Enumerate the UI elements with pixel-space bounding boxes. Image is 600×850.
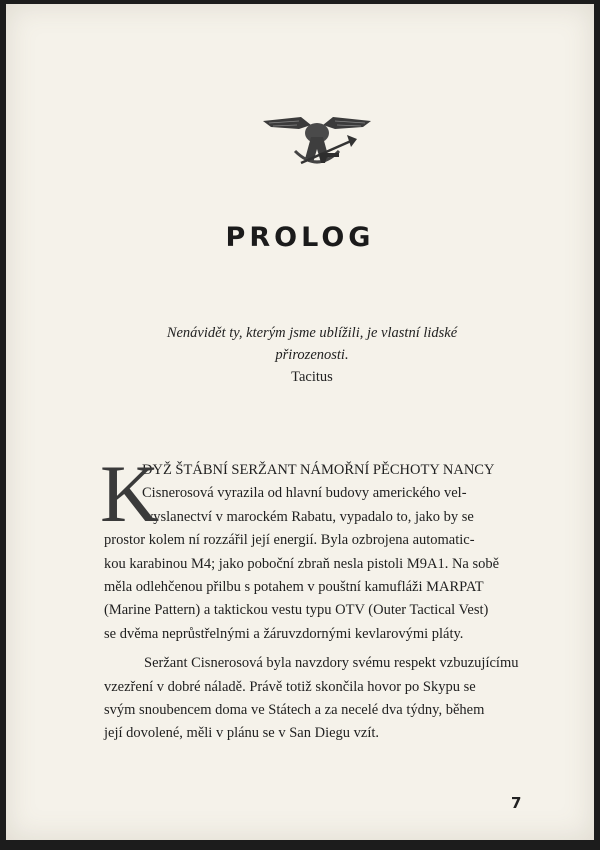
paragraph-line: kou karabinou M4; jako poboční zbraň nesla pistoli M9A1. Na sobě: [104, 555, 500, 572]
trident-eagle-emblem-icon: [261, 107, 373, 173]
epigraph-quote-line-1: Nenávidět ty, kterým jsme ublížili, je vlastní lidské: [166, 325, 458, 341]
paragraph-line: Cisnerosová vyrazila od hlavní budovy amerického vel-: [142, 485, 467, 502]
paragraph-line: měla odlehčenou přilbu s potahem v pouštní kamufláži MARPAT: [104, 579, 484, 596]
paragraph-line: její dovolené, měli v plánu se v San Diegu vzít.: [104, 725, 380, 742]
paragraph-2: [104, 652, 532, 746]
paragraph-line: vzezření v dobré náladě. Právě totiž skončila hovor po Skypu se: [104, 678, 476, 695]
page-number: 7: [511, 794, 522, 812]
paragraph-line: Seržant Cisnerosová byla navzdory svému respekt vzbuzujícímu: [144, 655, 519, 672]
epigraph-author: Tacitus: [291, 369, 333, 385]
epigraph: [136, 322, 488, 388]
paragraph-line: DYŽ ŠTÁBNÍ SERŽANT NÁMOŘNÍ PĚCHOTY NANCY: [142, 462, 495, 478]
epigraph-quote-line-2: přirozenosti.: [275, 347, 349, 363]
paragraph-line: svým snoubencem doma ve Státech a za necelé dva týdny, během: [104, 702, 485, 719]
paragraph-line: (Marine Pattern) a taktickou vestu typu OTV (Outer Tactical Vest): [104, 602, 489, 619]
paragraph-line: se dvěma neprůstřelnými a žáruvzdornými kevlarovými pláty.: [104, 625, 464, 642]
paragraph-line: vyslanectví v marockém Rabatu, vypadalo to, jako by se: [146, 508, 474, 525]
drop-cap: K: [100, 448, 160, 539]
book-page: [6, 4, 594, 840]
paragraph-line: prostor kolem ní rozzářil její energií. Byla ozbrojena automatic-: [104, 532, 475, 549]
chapter-title: PROLOG: [225, 222, 375, 253]
body-text: [100, 448, 532, 746]
paragraph-1: [104, 459, 532, 646]
